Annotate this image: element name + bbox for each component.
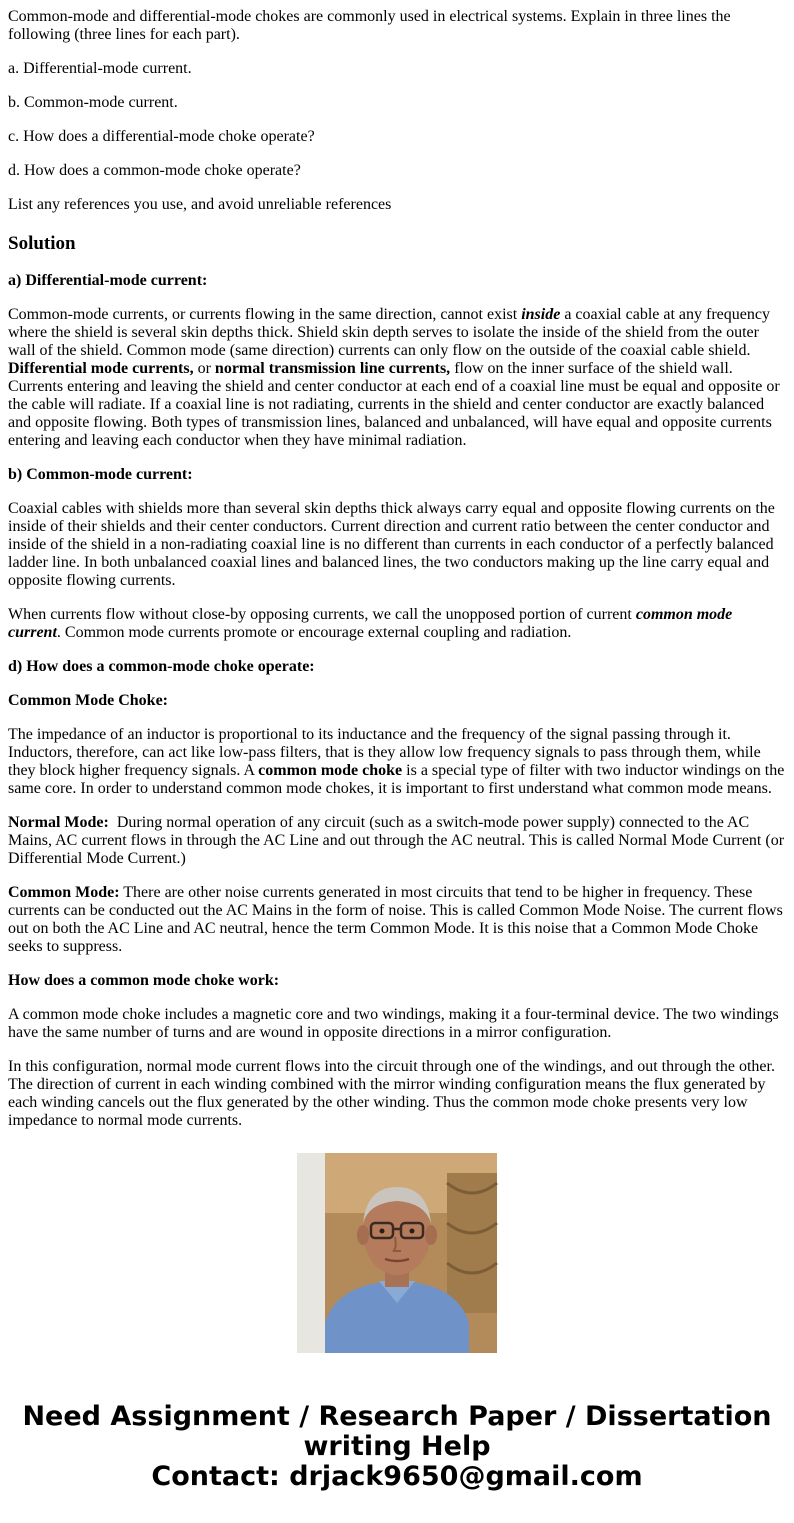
section-b-paragraph-1: Coaxial cables with shields more than several skin depths thick always carry equal and opposite flowing currents on the inside of their shields and their center conductors. Current direction and current ratio between the center conductor and inside of the shield in a non-radiating coaxial line is no different than currents in each conductor of a perfectly balanced ladder line. In both unbalanced coaxial lines and balanced lines, the two conductors making up the line carry equal and opposite flowing currents.: [8, 500, 775, 589]
bold-common-mode-choke: common mode choke: [258, 762, 403, 779]
normal-mode-label: Normal Mode:: [8, 814, 109, 831]
bold-normal-transmission: normal transmission line currents,: [214, 360, 451, 377]
text-run: a coaxial cable at any frequency where the shield is several skin depths thick. Shield skin depth serves to isolate the inside of the shield from the outer wall of the shield. Common mode (same direction) currents can only flow on the outside of the coaxial cable shield.: [8, 306, 770, 359]
document-body: [8, 8, 789, 1129]
bold-differential-mode: Differential mode currents,: [8, 360, 194, 377]
section-b-heading: b) Common-mode current:: [8, 466, 193, 483]
author-avatar: [297, 1153, 497, 1353]
text-run: When currents flow without close-by opposing currents, we call the unopposed portion of current: [8, 606, 636, 623]
section-d-heading: d) How does a common-mode choke operate:: [8, 658, 315, 675]
text-run: Common-mode currents, or currents flowing in the same direction, cannot exist: [8, 306, 522, 323]
question-part-c: c. How does a differential-mode choke operate?: [8, 128, 315, 145]
text-run: is a special type of filter with two inductor windings on the same core. In order to understand common mode chokes, it is important to first understand what common mode means.: [8, 762, 785, 797]
author-avatar-image: [297, 1153, 497, 1353]
section-b-paragraph-2: [8, 606, 786, 642]
how-it-works-paragraph-1: A common mode choke includes a magnetic core and two windings, making it a four-terminal device. The two windings have the same number of turns and are wound in opposite directions in a mirror configuration.: [8, 1006, 779, 1041]
banner-contact: Contact: drjack9650@gmail.com: [151, 1461, 643, 1492]
emphasis-inside: inside: [521, 306, 561, 323]
normal-mode-paragraph: [8, 814, 789, 868]
text-run: flow on the inner surface of the shield wall. Currents entering and leaving the shield and center conductor at each end of a coaxial line must be equal and opposite or the cable will radiate. If a coaxial line is not radiating, currents in the shield and center conductor are exactly balanced and opposite flowing. Both types of transmission lines, balanced and unbalanced, will have equal and opposite currents entering and leaving each conductor when they have minimal radiation.: [8, 360, 780, 449]
how-it-works-heading: How does a common mode choke work:: [8, 972, 280, 989]
question-part-d: d. How does a common-mode choke operate?: [8, 162, 301, 179]
how-it-works-paragraph-2: In this configuration, normal mode current flows into the circuit through one of the windings, and out through the other. The direction of current in each winding combined with the mirror winding configuration means the flux generated by each winding cancels out the flux generated by the other winding. Thus the common mode choke presents very low impedance to normal mode currents.: [8, 1058, 775, 1129]
common-mode-choke-paragraph: [8, 726, 786, 798]
text-run: There are other noise currents generated in most circuits that tend to be higher in frequency. These currents can be conducted out the AC Mains in the form of noise. This is called Common Mode Noise. The current flows out on both the AC Line and AC neutral, hence the term Common Mode. It is this noise that a Common Mode Choke seeks to suppress.: [8, 884, 783, 955]
section-a-heading: a) Differential-mode current:: [8, 272, 208, 289]
common-mode-choke-heading: Common Mode Choke:: [8, 692, 168, 709]
emphasis-common-mode-current: common mode current: [8, 606, 733, 641]
common-mode-paragraph: [8, 884, 786, 956]
question-part-a: a. Differential-mode current.: [8, 60, 192, 77]
question-intro: Common-mode and differential-mode chokes are commonly used in electrical systems. Explain in three lines the following (three lines for each part).: [8, 8, 731, 43]
text-run: . Common mode currents promote or encourage external coupling and radiation.: [56, 624, 572, 641]
solution-heading: Solution: [8, 233, 76, 254]
banner-line-2: writing Help: [303, 1431, 491, 1462]
text-run: or: [193, 360, 215, 377]
common-mode-label: Common Mode:: [8, 884, 120, 901]
question-references: List any references you use, and avoid unreliable references: [8, 196, 392, 213]
text-run: During normal operation of any circuit (such as a switch-mode power supply) connected to the AC Mains, AC current flows in through the AC Line and out through the AC neutral. This is called Normal Mode Current (or Differential Mode Current.): [8, 814, 789, 867]
question-part-b: b. Common-mode current.: [8, 94, 178, 111]
section-a-paragraph: [8, 306, 786, 450]
promo-banner: [0, 1402, 794, 1492]
banner-line-1: Need Assignment / Research Paper / Dissertation: [22, 1401, 772, 1432]
text-run: The impedance of an inductor is proportional to its inductance and the frequency of the signal passing through it. Inductors, therefore, can act like low-pass filters, that is they allow low frequency signals to pass through them, while they block higher frequency signals. A: [8, 726, 761, 779]
